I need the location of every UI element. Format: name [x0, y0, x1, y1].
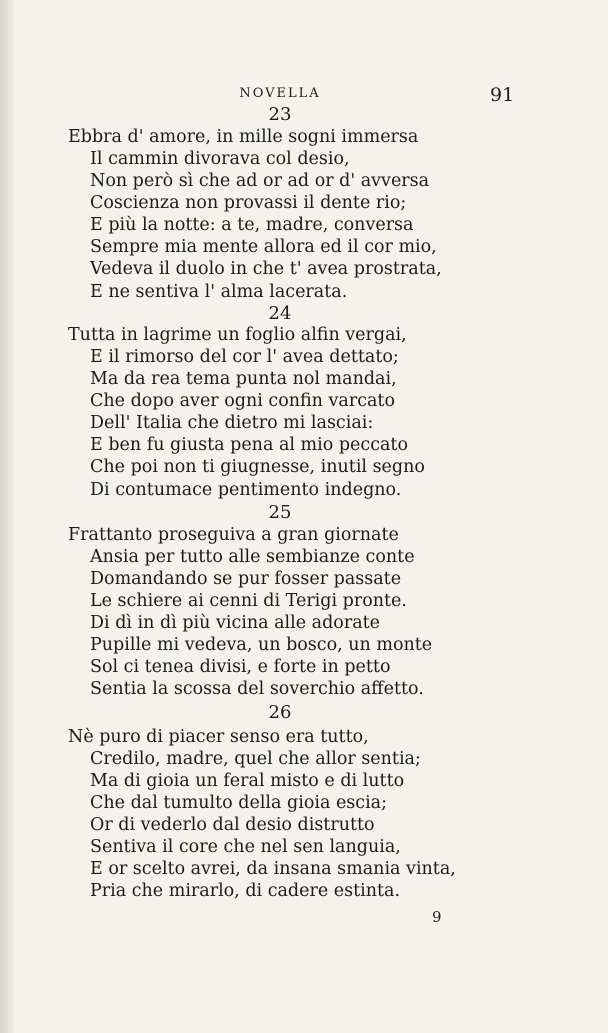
stanza-number: 23: [268, 104, 292, 125]
verse-line: E il rimorso del cor l' avea dettato;: [90, 347, 399, 367]
verse-line: Domandando se pur fosser passate: [90, 569, 402, 589]
verse-line: Le schiere ai cenni di Terigi pronte.: [90, 591, 407, 611]
verse-line: Nè puro di piacer senso era tutto,: [68, 727, 369, 747]
verse-line: Pria che mirarlo, di cadere estinta.: [90, 881, 401, 901]
verse-line: Tutta in lagrime un foglio alfin vergai,: [68, 325, 407, 345]
verse-line: E più la notte: a te, madre, conversa: [90, 215, 414, 235]
verse-line: Ma da rea tema punta nol mandai,: [90, 369, 397, 389]
verse-line: Sol ci tenea divisi, e forte in petto: [90, 657, 391, 677]
stanza-number: 26: [268, 702, 292, 723]
stanza-number: 24: [268, 303, 292, 324]
verse-line: Pupille mi vedeva, un bosco, un monte: [90, 635, 433, 655]
verse-line: Sentia la scossa del soverchio affetto.: [90, 679, 424, 699]
verse-line: Sempre mia mente allora ed il cor mio,: [90, 237, 437, 257]
verse-line: Ma di gioia un feral misto e di lutto: [90, 771, 405, 791]
verse-line: Il cammin divorava col desio,: [90, 149, 350, 169]
verse-line: Che dal tumulto della gioia escia;: [90, 793, 388, 813]
verse-line: E or scelto avrei, da insana smania vinta,: [90, 859, 456, 879]
verse-line: Sentiva il core che nel sen languia,: [90, 837, 401, 857]
verse-line: Che dopo aver ogni confin varcato: [90, 391, 395, 411]
verse-line: Di dì in dì più vicina alle adorate: [90, 613, 381, 633]
verse-line: Che poi non ti giugnesse, inutil segno: [90, 457, 425, 477]
verse-line: Coscienza non provassi il dente rio;: [90, 193, 407, 213]
verse-line: Vedeva il duolo in che t' avea prostrata,: [90, 259, 442, 279]
signature-mark: 9: [432, 908, 442, 926]
verse-line: Ebbra d' amore, in mille sogni immersa: [68, 127, 419, 147]
verse-line: Or di vederlo dal desio distrutto: [90, 815, 375, 835]
verse-line: Ansia per tutto alle sembianze conte: [90, 547, 415, 567]
stanza-number: 25: [268, 502, 292, 523]
verse-line: Frattanto proseguiva a gran giornate: [68, 525, 399, 545]
running-header: NOVELLA: [239, 86, 321, 101]
verse-line: Di contumace pentimento indegno.: [90, 480, 402, 500]
page-number: 91: [490, 84, 515, 106]
verse-line: Dell' Italia che dietro mi lasciai:: [90, 413, 374, 433]
verse-line: Credilo, madre, quel che allor sentia;: [90, 749, 421, 769]
verse-line: E ne sentiva l' alma lacerata.: [90, 282, 348, 302]
verse-line: E ben fu giusta pena al mio peccato: [90, 435, 408, 455]
verse-line: Non però sì che ad or ad or d' avversa: [90, 171, 430, 191]
